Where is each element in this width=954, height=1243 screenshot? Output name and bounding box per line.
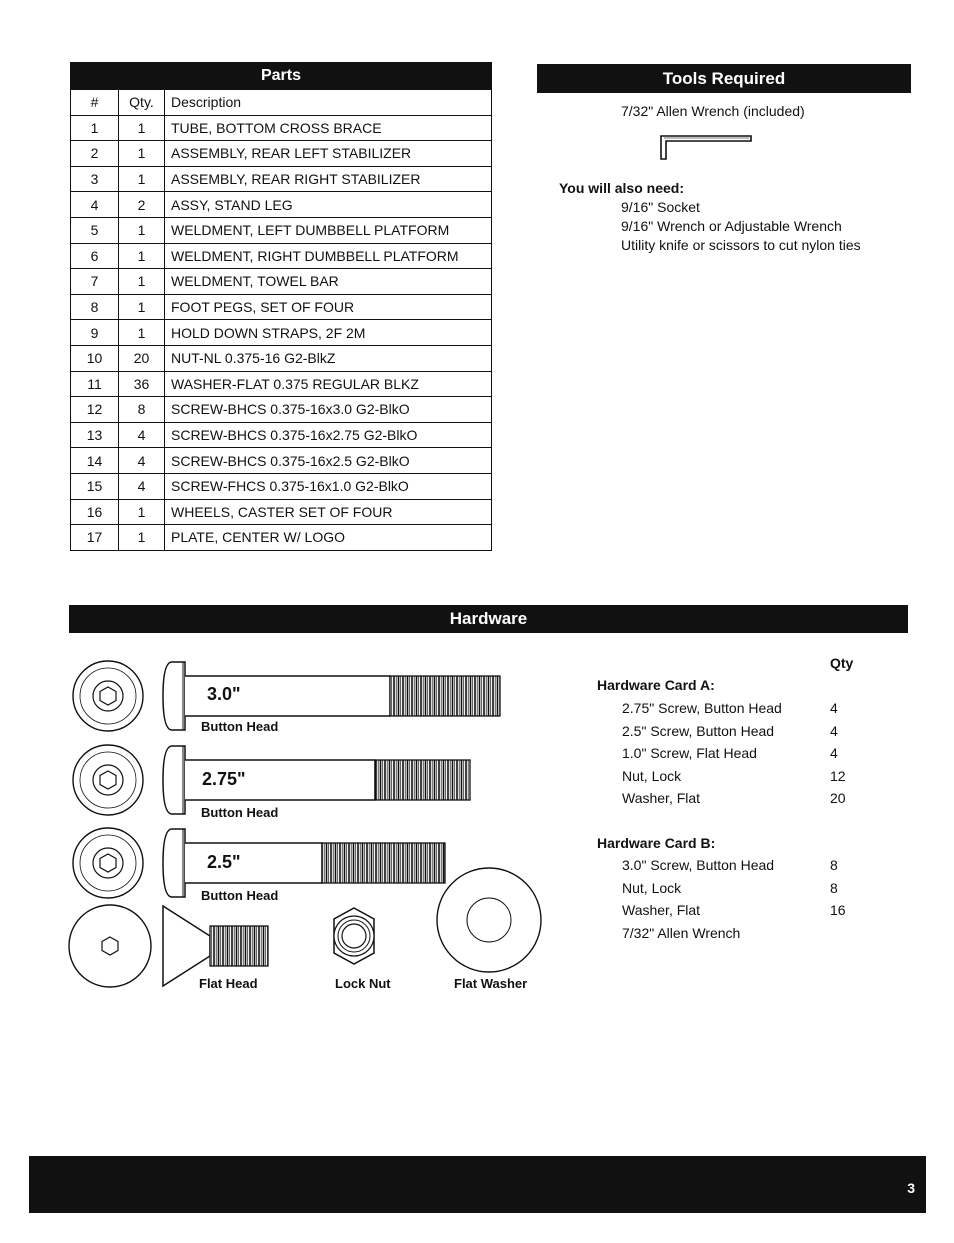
table-row <box>71 397 492 423</box>
part-qty: 1 <box>119 166 165 192</box>
tool-item: 9/16" Wrench or Adjustable Wrench <box>621 218 842 234</box>
button-head-label: Button Head <box>201 719 279 734</box>
flat-head-top-icon <box>69 905 151 987</box>
allen-wrench-icon <box>659 133 754 161</box>
part-number: 13 <box>71 422 119 448</box>
tools-title: Tools Required <box>537 64 911 93</box>
table-row <box>71 192 492 218</box>
table-row <box>71 269 492 295</box>
part-number: 12 <box>71 397 119 423</box>
card-b-title: Hardware Card B: <box>597 835 716 851</box>
flat-head-label: Flat Head <box>199 976 258 991</box>
hardware-item-name: Nut, Lock <box>622 767 682 784</box>
parts-title: Parts <box>71 63 492 90</box>
part-description: ASSEMBLY, REAR RIGHT STABILIZER <box>165 166 492 192</box>
part-description: SCREW-BHCS 0.375-16x3.0 G2-BlkO <box>165 397 492 423</box>
table-row <box>71 320 492 346</box>
button-head-top-icon <box>73 828 143 898</box>
part-number: 2 <box>71 141 119 167</box>
part-description: SCREW-BHCS 0.375-16x2.5 G2-BlkO <box>165 448 492 474</box>
part-qty: 1 <box>119 320 165 346</box>
part-description: ASSY, STAND LEG <box>165 192 492 218</box>
part-number: 7 <box>71 269 119 295</box>
hardware-item-name: 7/32" Allen Wrench <box>622 924 741 941</box>
flat-washer-icon <box>437 868 541 972</box>
part-number: 14 <box>71 448 119 474</box>
part-description: SCREW-FHCS 0.375-16x1.0 G2-BlkO <box>165 473 492 499</box>
hardware-item-name: Washer, Flat <box>622 902 701 918</box>
part-number: 1 <box>71 115 119 141</box>
part-number: 16 <box>71 499 119 525</box>
hardware-item-qty: 20 <box>830 790 846 806</box>
hardware-item-qty: 4 <box>830 722 838 739</box>
hardware-item-name: 2.75" Screw, Button Head <box>622 700 782 716</box>
part-description: WHEELS, CASTER SET OF FOUR <box>165 499 492 525</box>
part-number: 15 <box>71 473 119 499</box>
button-head-top-icon <box>73 661 143 731</box>
button-head-label: Button Head <box>201 805 279 820</box>
hardware-item-name: 1.0" Screw, Flat Head <box>622 745 757 761</box>
part-description: WELDMENT, LEFT DUMBBELL PLATFORM <box>165 217 492 243</box>
hardware-item-qty: 12 <box>830 767 846 784</box>
part-qty: 1 <box>119 269 165 295</box>
tool-item: Utility knife or scissors to cut nylon ties <box>621 237 861 253</box>
part-qty: 2 <box>119 192 165 218</box>
part-qty: 4 <box>119 422 165 448</box>
parts-table <box>70 62 492 551</box>
part-number: 4 <box>71 192 119 218</box>
part-qty: 4 <box>119 448 165 474</box>
card-a-title: Hardware Card A: <box>597 677 715 693</box>
part-qty: 1 <box>119 499 165 525</box>
part-number: 6 <box>71 243 119 269</box>
table-row <box>71 294 492 320</box>
flat-washer-label: Flat Washer <box>454 976 528 991</box>
table-row <box>71 422 492 448</box>
table-row <box>71 371 492 397</box>
part-number: 9 <box>71 320 119 346</box>
hardware-item-qty: 8 <box>830 857 838 873</box>
hardware-item-name: Washer, Flat <box>622 790 701 806</box>
hardware-item-name: Nut, Lock <box>622 879 682 896</box>
part-qty: 1 <box>119 525 165 551</box>
part-description: HOLD DOWN STRAPS, 2F 2M <box>165 320 492 346</box>
part-description: WASHER-FLAT 0.375 REGULAR BLKZ <box>165 371 492 397</box>
table-row <box>71 217 492 243</box>
footer-bar <box>29 1156 926 1213</box>
lock-nut-icon <box>334 908 374 964</box>
part-qty: 4 <box>119 473 165 499</box>
hardware-item-qty: 16 <box>830 902 846 918</box>
hardware-illustration <box>60 650 550 1000</box>
hardware-item-qty: 4 <box>830 700 838 716</box>
page-number: 3 <box>907 1180 915 1196</box>
part-qty: 1 <box>119 141 165 167</box>
part-description: FOOT PEGS, SET OF FOUR <box>165 294 492 320</box>
part-number: 5 <box>71 217 119 243</box>
button-head-label: Button Head <box>201 888 279 903</box>
col-number-header: # <box>71 90 119 116</box>
part-number: 17 <box>71 525 119 551</box>
hardware-title: Hardware <box>69 605 908 633</box>
table-row <box>71 448 492 474</box>
also-need-label: You will also need: <box>559 180 684 196</box>
part-number: 3 <box>71 166 119 192</box>
screw-2-75-label: 2.75" <box>202 769 246 789</box>
part-qty: 36 <box>119 371 165 397</box>
table-row <box>71 525 492 551</box>
part-description: TUBE, BOTTOM CROSS BRACE <box>165 115 492 141</box>
part-qty: 8 <box>119 397 165 423</box>
lock-nut-label: Lock Nut <box>335 976 391 991</box>
table-row <box>71 345 492 371</box>
part-description: ASSEMBLY, REAR LEFT STABILIZER <box>165 141 492 167</box>
hardware-item-qty: 8 <box>830 879 838 896</box>
part-description: NUT-NL 0.375-16 G2-BlkZ <box>165 345 492 371</box>
part-description: WELDMENT, TOWEL BAR <box>165 269 492 295</box>
part-number: 10 <box>71 345 119 371</box>
table-row <box>71 141 492 167</box>
table-row <box>71 499 492 525</box>
screw-2-5-icon <box>163 829 445 897</box>
hardware-item-name: 2.5" Screw, Button Head <box>622 722 775 739</box>
screw-2-5-label: 2.5" <box>207 852 241 872</box>
col-description-header: Description <box>165 90 492 116</box>
part-description: WELDMENT, RIGHT DUMBBELL PLATFORM <box>165 243 492 269</box>
tool-item: 9/16" Socket <box>621 199 700 215</box>
qty-header: Qty <box>830 655 854 671</box>
col-qty-header: Qty. <box>119 90 165 116</box>
hardware-item-name: 3.0" Screw, Button Head <box>622 857 775 873</box>
button-head-top-icon <box>73 745 143 815</box>
table-row <box>71 473 492 499</box>
part-number: 8 <box>71 294 119 320</box>
table-row <box>71 243 492 269</box>
allen-wrench-text: 7/32" Allen Wrench (included) <box>621 103 805 119</box>
part-qty: 1 <box>119 115 165 141</box>
flat-head-screw-icon <box>163 906 268 986</box>
part-qty: 20 <box>119 345 165 371</box>
part-number: 11 <box>71 371 119 397</box>
part-description: SCREW-BHCS 0.375-16x2.75 G2-BlkO <box>165 422 492 448</box>
table-row <box>71 115 492 141</box>
table-row <box>71 166 492 192</box>
part-qty: 1 <box>119 243 165 269</box>
part-qty: 1 <box>119 294 165 320</box>
screw-3-0-label: 3.0" <box>207 684 241 704</box>
part-description: PLATE, CENTER W/ LOGO <box>165 525 492 551</box>
part-qty: 1 <box>119 217 165 243</box>
hardware-item-qty: 4 <box>830 745 838 761</box>
